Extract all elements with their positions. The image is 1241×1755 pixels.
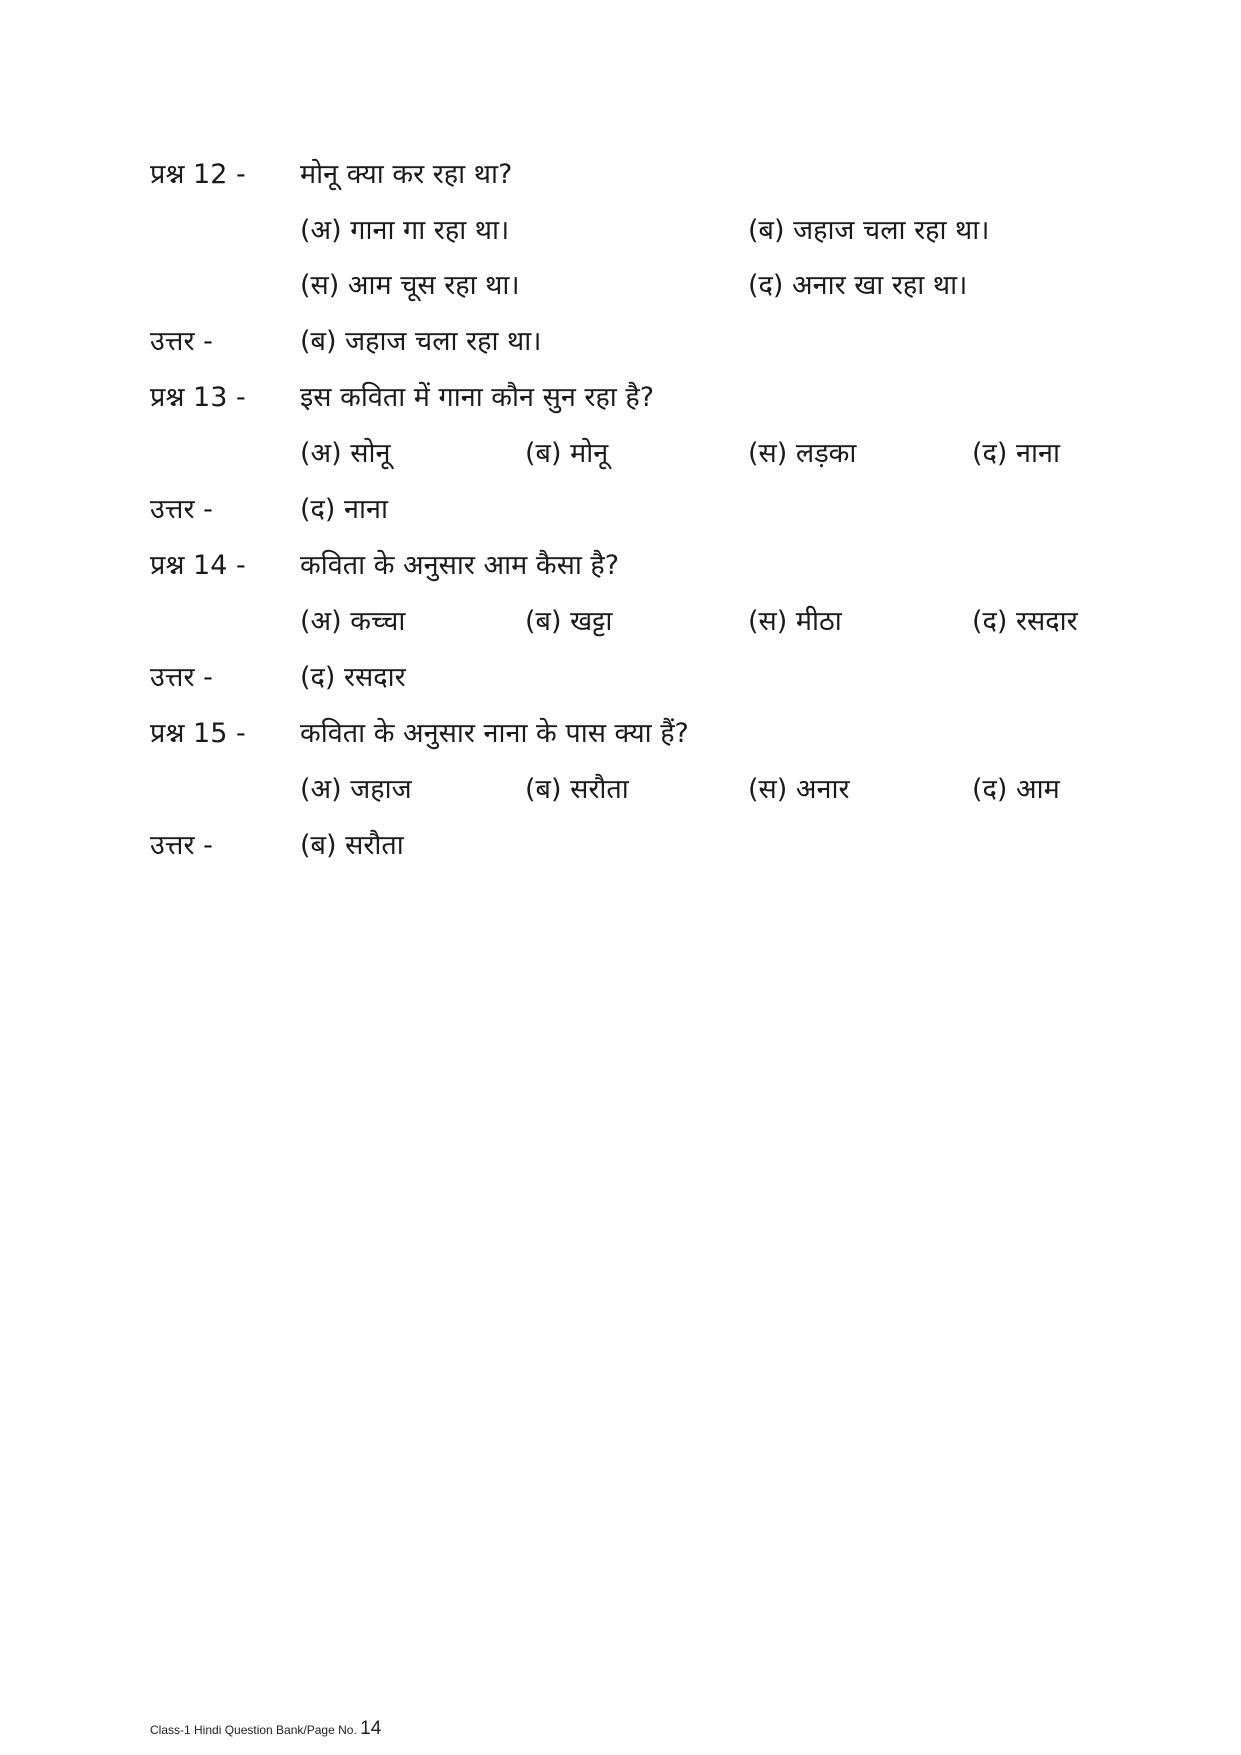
- option-d: (द) आम: [972, 774, 1060, 805]
- answer-label: उत्तर -: [150, 830, 213, 861]
- question-text: कविता के अनुसार आम कैसा है?: [300, 550, 620, 581]
- answer-12-line: [0, 314, 1241, 370]
- page-number: 14: [360, 1718, 382, 1739]
- question-13-line: [0, 370, 1241, 426]
- answer-14-line: [0, 650, 1241, 706]
- question-label: प्रश्न 15 -: [150, 718, 246, 749]
- answer-text: (द) नाना: [300, 494, 388, 525]
- question-text: इस कविता में गाना कौन सुन रहा है?: [300, 382, 655, 413]
- question-15-line: [0, 706, 1241, 762]
- footer-text: Class-1 Hindi Question Bank/Page No.: [150, 1723, 357, 1737]
- question-14-options-row: [0, 594, 1241, 650]
- page-footer: [150, 1718, 381, 1740]
- option-b: (ब) सरौता: [525, 774, 629, 805]
- option-a: (अ) जहाज: [300, 774, 412, 805]
- question-13-options-row: [0, 426, 1241, 482]
- answer-label: उत्तर -: [150, 494, 213, 525]
- answer-text: (ब) जहाज चला रहा था।: [300, 326, 542, 357]
- option-c: (स) मीठा: [748, 606, 842, 637]
- option-b: (ब) जहाज चला रहा था।: [748, 215, 990, 246]
- option-d: (द) रसदार: [972, 606, 1078, 637]
- question-12-options-row-1: [0, 203, 1241, 259]
- answer-label: उत्तर -: [150, 662, 213, 693]
- option-b: (ब) मोनू: [525, 438, 609, 469]
- question-label: प्रश्न 12 -: [150, 159, 246, 190]
- question-12-options-row-2: [0, 258, 1241, 314]
- answer-15-line: [0, 818, 1241, 874]
- answer-13-line: [0, 482, 1241, 538]
- option-c: (स) लड़का: [748, 438, 857, 469]
- option-b: (ब) खट्टा: [525, 606, 613, 637]
- question-14-line: [0, 538, 1241, 594]
- option-c: (स) आम चूस रहा था।: [300, 270, 520, 301]
- question-15-options-row: [0, 762, 1241, 818]
- answer-text: (ब) सरौता: [300, 830, 404, 861]
- answer-text: (द) रसदार: [300, 662, 406, 693]
- option-d: (द) नाना: [972, 438, 1060, 469]
- option-a: (अ) कच्चा: [300, 606, 406, 637]
- question-12-line: [0, 147, 1241, 203]
- option-c: (स) अनार: [748, 774, 850, 805]
- option-d: (द) अनार खा रहा था।: [748, 270, 968, 301]
- question-label: प्रश्न 14 -: [150, 550, 246, 581]
- answer-label: उत्तर -: [150, 326, 213, 357]
- question-text: कविता के अनुसार नाना के पास क्या हैं?: [300, 718, 689, 749]
- question-text: मोनू क्या कर रहा था?: [300, 159, 513, 190]
- question-label: प्रश्न 13 -: [150, 382, 246, 413]
- option-a: (अ) गाना गा रहा था।: [300, 215, 510, 246]
- option-a: (अ) सोनू: [300, 438, 391, 469]
